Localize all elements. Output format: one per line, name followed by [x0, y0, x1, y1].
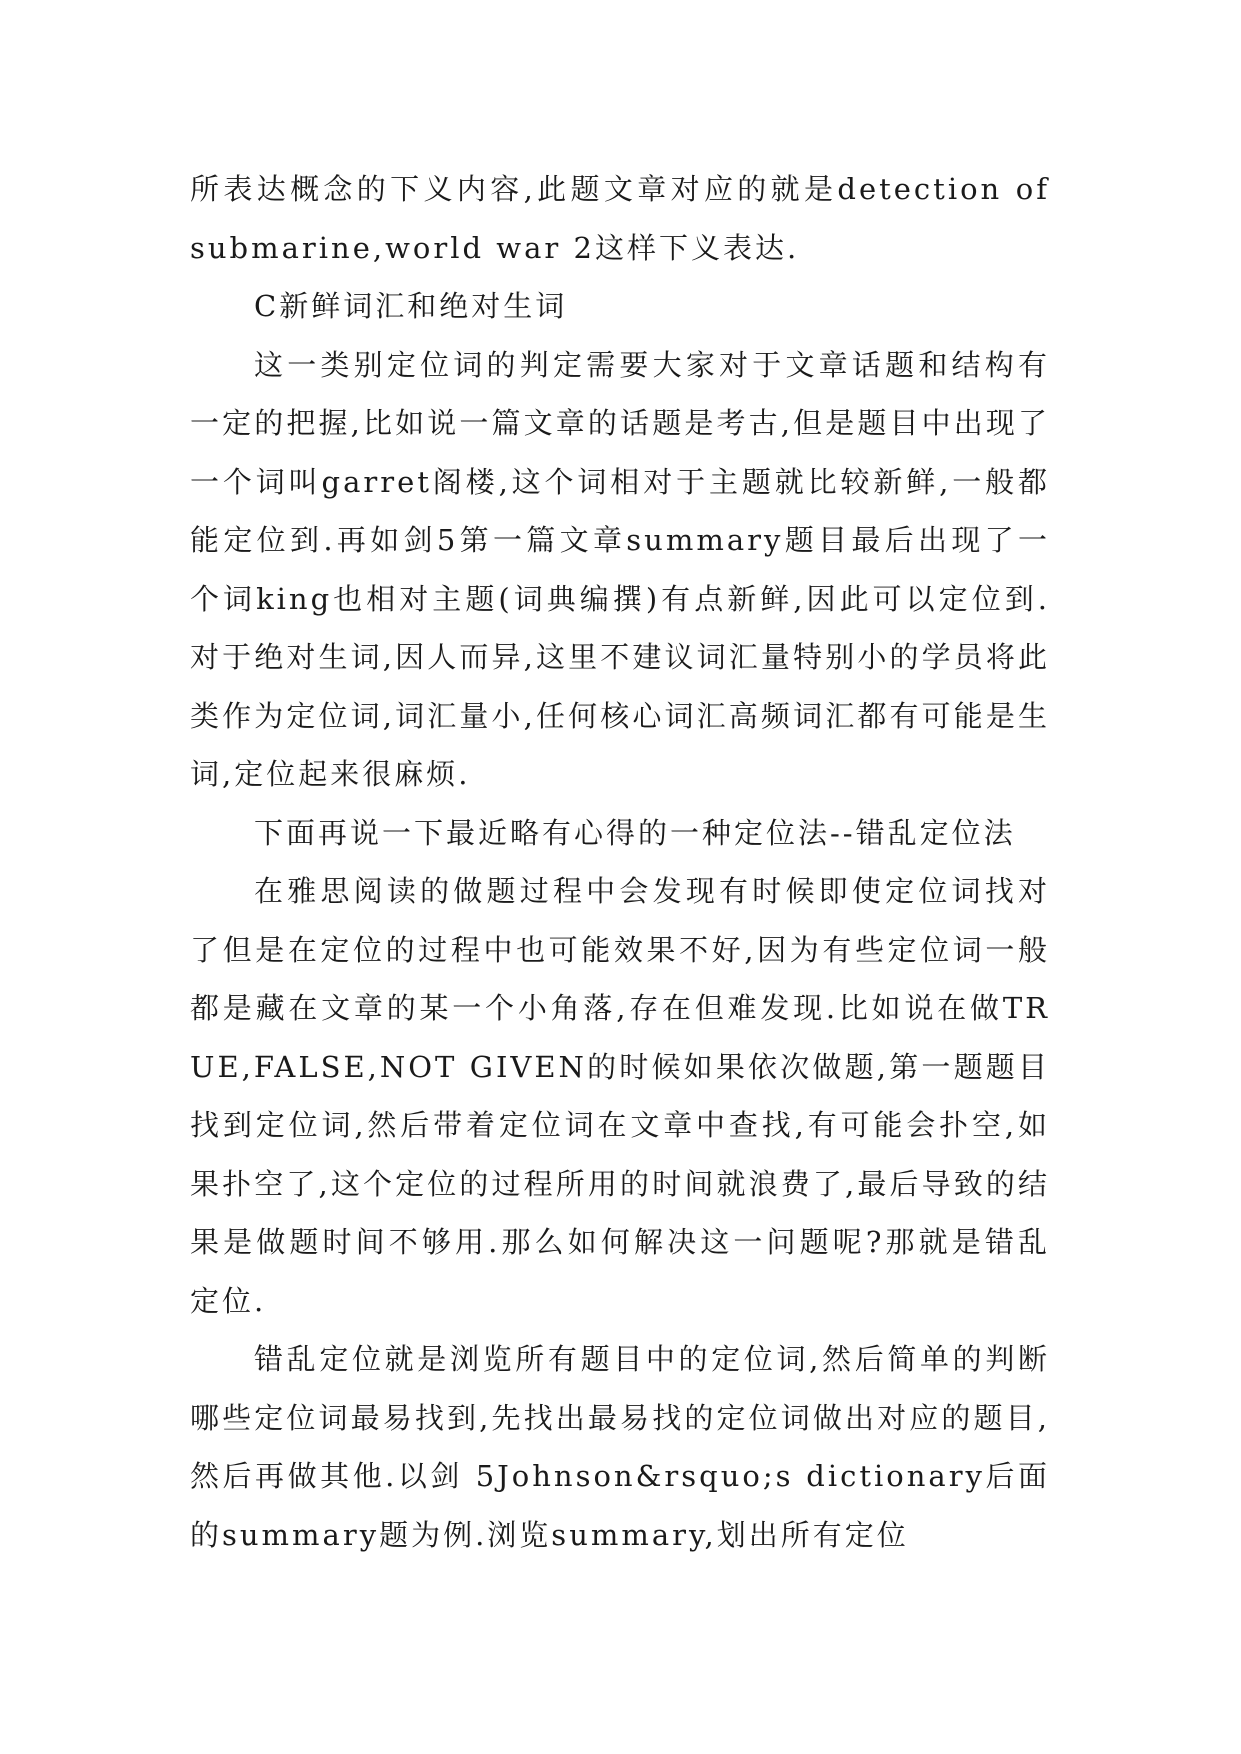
- paragraph-method-detail: 错乱定位就是浏览所有题目中的定位词,然后简单的判断哪些定位词最易找到,先找出最易找的定位词做出对应的题目,然后再做其他.以剑 5Johnson&rsquo;s dictionary后面的summary题为例.浏览summary,划出所有定位: [190, 1342, 1050, 1552]
- paragraph-method-intro: 在雅思阅读的做题过程中会发现有时候即使定位词找对了但是在定位的过程中也可能效果不好,因为有些定位词一般都是藏在文章的某一个小角落,存在但难发现.比如说在做TRUE,FALSE,NOT GIVEN的时候如果依次做题,第一题题目找到定位词,然后带着定位词在文章中查找,有可能会扑空,如果扑空了,这个定位的过程所用的时间就浪费了,最后导致的结果是做题时间不够用.那么如何解决这一问题呢?那就是错乱定位.: [190, 874, 1050, 1318]
- paragraph-new-words: 这一类别定位词的判定需要大家对于文章话题和结构有一定的把握,比如说一篇文章的话题是考古,但是题目中出现了一个词叫garret阁楼,这个词相对于主题就比较新鲜,一般都能定位到.再如剑5第一篇文章summary题目最后出现了一个词king也相对主题(词典编撰)有点新鲜,因此可以定位到.对于绝对生词,因人而异,这里不建议词汇量特别小的学员将此类作为定位词,词汇量小,任何核心词汇高频词汇都有可能是生词,定位起来很麻烦.: [190, 347, 1050, 791]
- section-heading-method: 下面再说一下最近略有心得的一种定位法--错乱定位法: [254, 815, 1016, 850]
- section-heading-c: C新鲜词汇和绝对生词: [254, 289, 568, 323]
- document-body: [190, 160, 1050, 1564]
- paragraph-continuation: 所表达概念的下义内容,此题文章对应的就是detection of submarine,world war 2这样下义表达.: [190, 172, 1050, 265]
